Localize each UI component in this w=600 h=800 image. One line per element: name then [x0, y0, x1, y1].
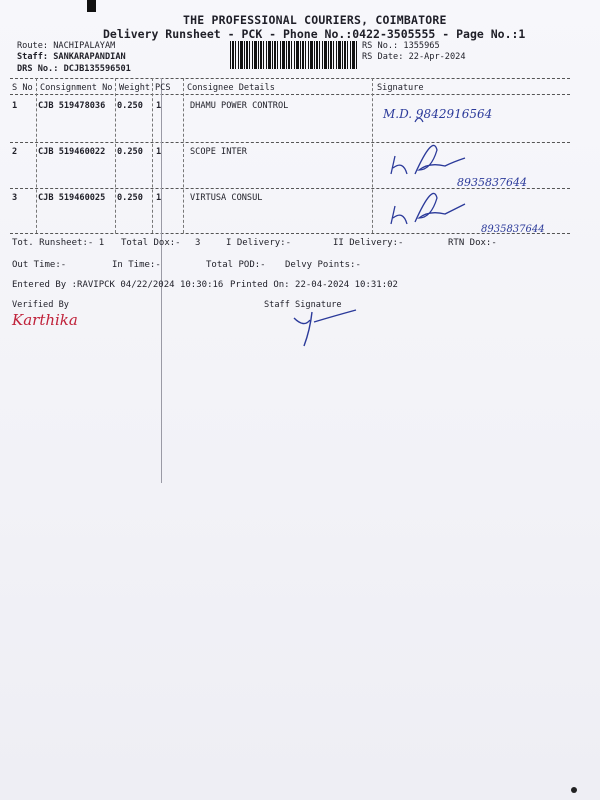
rtn-dox: RTN Dox:- [448, 238, 497, 248]
staff-label: Staff: [17, 52, 49, 62]
route-label: Route: [17, 41, 49, 51]
in-time: In Time:- [112, 260, 161, 270]
delvy-points: Delvy Points:- [285, 260, 361, 270]
row-3-signature-text: 8935837644 [481, 224, 545, 235]
row-1-sno: 1 [12, 101, 18, 111]
verified-by-label: Verified By [12, 300, 69, 310]
row-1-consignment: CJB 519478036 [38, 101, 106, 111]
rs-date-row [362, 52, 466, 62]
staff-value: SANKARAPANDIAN [53, 52, 126, 62]
row-2-sno: 2 [12, 147, 18, 157]
row-1-signature-text: M.D. 9842916564 [383, 107, 493, 121]
rs-date-label: RS Date: [362, 52, 404, 62]
table-header-rule [10, 94, 570, 95]
row-3-consignee: VIRTUSA CONSUL [190, 193, 263, 203]
col-consignee: Consignee Details [187, 83, 275, 93]
row-3-signature-scrawl [391, 193, 465, 224]
printed-on: Printed On: 22-04-2024 10:31:02 [230, 280, 398, 290]
table-top-rule [10, 78, 570, 79]
rs-no-label: RS No.: [362, 41, 399, 51]
column-divider [115, 78, 116, 233]
row-1-pcs: 1 [156, 101, 162, 111]
column-divider [183, 78, 184, 233]
company-name: THE PROFESSIONAL COURIERS, COIMBATORE [183, 13, 447, 27]
rs-no-value: 1355965 [403, 41, 440, 51]
row-2-consignee: SCOPE INTER [190, 147, 247, 157]
barcode [230, 41, 358, 69]
route-row [17, 41, 115, 51]
i-delivery: I Delivery:- [226, 238, 292, 248]
row-1-consignee: DHAMU POWER CONTROL [190, 101, 289, 111]
col-pcs: PCS [155, 83, 171, 93]
total-dox-value: 3 [195, 238, 201, 248]
row-3-pcs: 1 [156, 193, 162, 203]
row-2-weight: 0.250 [117, 147, 143, 157]
col-signature: Signature [377, 83, 424, 93]
column-divider [152, 78, 153, 233]
verified-by-signature: Karthika [12, 311, 78, 329]
drs-label: DRS No.: [17, 64, 59, 74]
rs-date-value: 22-Apr-2024 [408, 52, 466, 62]
scan-dot [571, 787, 577, 793]
entered-by: Entered By :RAVIPCK 04/22/2024 10:30:16 [12, 280, 224, 290]
total-dox-label: Total Dox:- [121, 238, 181, 248]
staff-signature-label: Staff Signature [264, 300, 342, 310]
signatures-ink [375, 96, 575, 236]
row-2-consignment: CJB 519460022 [38, 147, 106, 157]
runsheet-subtitle: Delivery Runsheet - PCK - Phone No.:0422-3505555 - Page No.:1 [103, 27, 526, 41]
drs-value: DCJB135596501 [63, 64, 131, 74]
out-time: Out Time:- [12, 260, 67, 270]
row-2-pcs: 1 [156, 147, 162, 157]
row-2-signature-scrawl [391, 145, 465, 174]
total-pod: Total POD:- [206, 260, 266, 270]
row-1-weight: 0.250 [117, 101, 143, 111]
drs-row [17, 64, 131, 74]
rs-no-row [362, 41, 440, 51]
route-value: NACHIPALAYAM [53, 41, 116, 51]
col-consignment: Consignment No [40, 83, 113, 93]
col-weight: Weight [119, 83, 151, 93]
column-divider [372, 78, 373, 233]
ii-delivery: II Delivery:- [333, 238, 404, 248]
row-3-sno: 3 [12, 193, 18, 203]
scan-mark [87, 0, 96, 12]
staff-signature-ink [290, 308, 360, 350]
staff-row [17, 52, 126, 62]
row-2-signature-text: 8935837644 [457, 176, 527, 189]
column-divider [36, 78, 37, 233]
tot-runsheet: Tot. Runsheet:- 1 [12, 238, 105, 248]
row-3-consignment: CJB 519460025 [38, 193, 106, 203]
col-sno: S No [12, 83, 33, 93]
row-3-weight: 0.250 [117, 193, 143, 203]
